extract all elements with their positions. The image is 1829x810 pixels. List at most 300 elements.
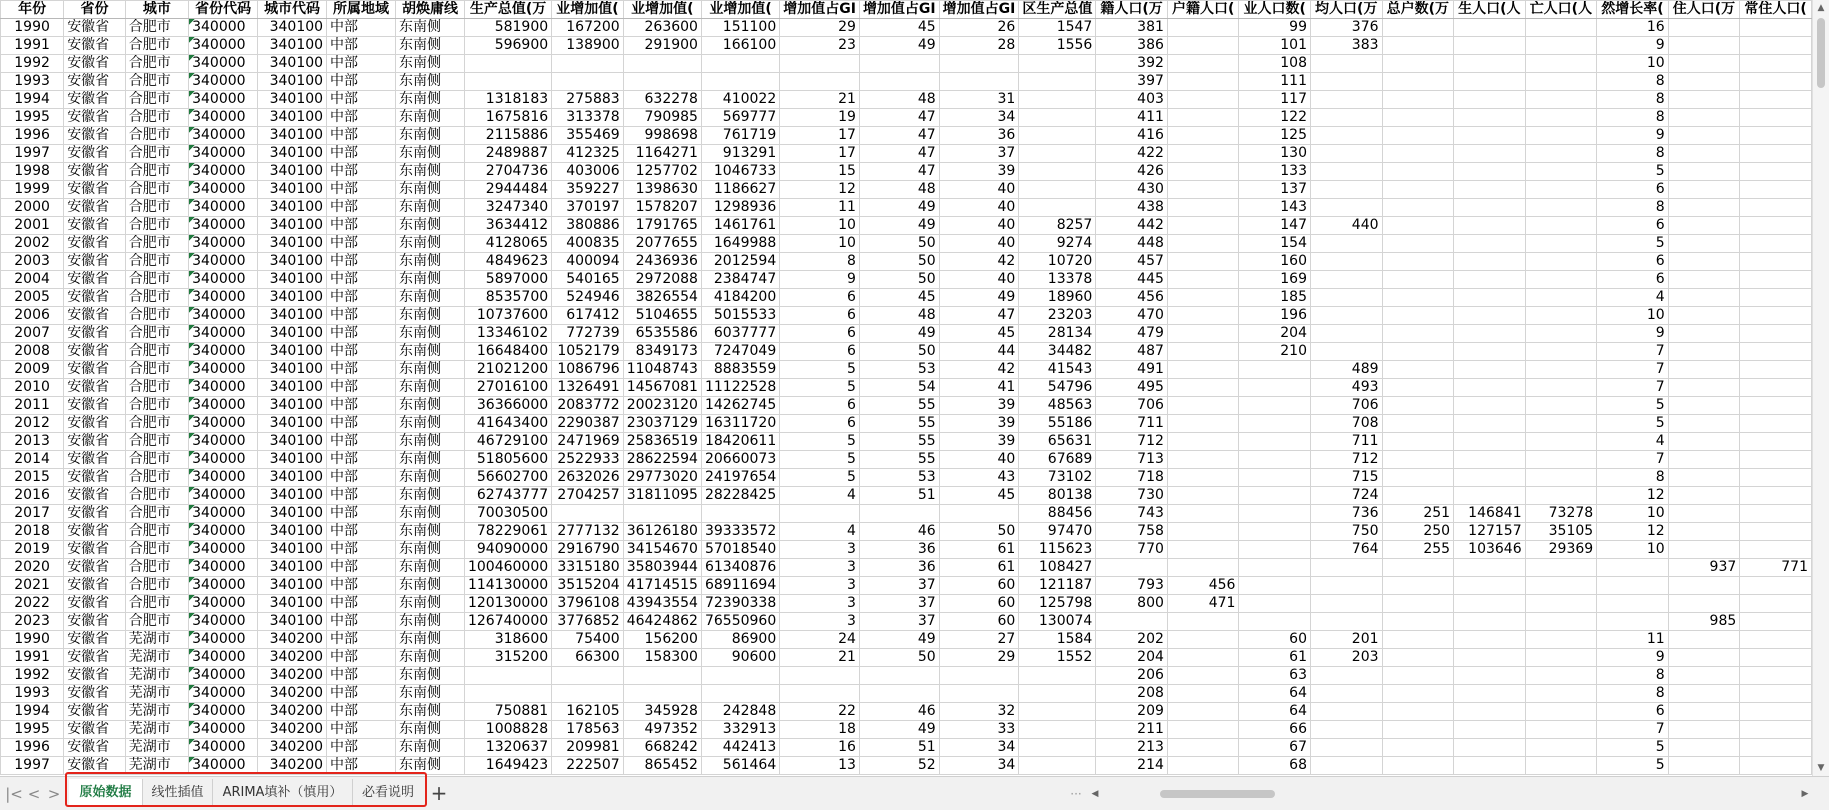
table-cell[interactable]: 3	[780, 541, 860, 559]
table-cell[interactable]: 49	[859, 325, 939, 343]
table-cell[interactable]	[1597, 577, 1669, 595]
table-cell[interactable]	[1167, 397, 1239, 415]
table-cell[interactable]: 569777	[701, 109, 779, 127]
table-cell[interactable]	[623, 73, 701, 91]
table-cell[interactable]	[1167, 325, 1239, 343]
table-cell[interactable]: 安徽省	[64, 397, 126, 415]
table-cell[interactable]: 442413	[701, 739, 779, 757]
table-cell[interactable]: 715	[1310, 469, 1382, 487]
table-cell[interactable]	[1668, 289, 1740, 307]
table-cell[interactable]	[1454, 667, 1526, 685]
table-cell[interactable]: 10	[1597, 55, 1669, 73]
table-cell[interactable]	[1668, 217, 1740, 235]
table-cell[interactable]: 64	[1239, 685, 1311, 703]
table-cell[interactable]: 63	[1239, 667, 1311, 685]
table-cell[interactable]	[1668, 703, 1740, 721]
table-cell[interactable]: 718	[1096, 469, 1168, 487]
table-cell[interactable]	[1668, 109, 1740, 127]
table-cell[interactable]	[1454, 451, 1526, 469]
table-cell[interactable]	[1167, 289, 1239, 307]
table-cell[interactable]: 11048743	[623, 361, 701, 379]
table-cell[interactable]	[623, 55, 701, 73]
table-cell[interactable]: 中部	[327, 325, 396, 343]
table-cell[interactable]	[1167, 91, 1239, 109]
table-cell[interactable]: 2020	[1, 559, 64, 577]
table-cell[interactable]: 412325	[552, 145, 624, 163]
table-cell[interactable]	[1167, 217, 1239, 235]
table-cell[interactable]: 中部	[327, 55, 396, 73]
table-cell[interactable]: 47	[859, 163, 939, 181]
table-cell[interactable]	[1019, 181, 1096, 199]
table-cell[interactable]	[1167, 667, 1239, 685]
table-cell[interactable]: 安徽省	[64, 739, 126, 757]
table-cell[interactable]	[1167, 361, 1239, 379]
table-cell[interactable]: 56602700	[464, 469, 551, 487]
table-cell[interactable]: 146841	[1454, 505, 1526, 523]
table-cell[interactable]: 45	[939, 487, 1019, 505]
table-cell[interactable]	[1019, 685, 1096, 703]
table-cell[interactable]: 2777132	[552, 523, 624, 541]
table-cell[interactable]: 安徽省	[64, 343, 126, 361]
table-cell[interactable]	[1167, 469, 1239, 487]
table-cell[interactable]: 东南侧	[396, 361, 465, 379]
table-cell[interactable]: 2004	[1, 271, 64, 289]
table-cell[interactable]: 771	[1740, 559, 1812, 577]
table-cell[interactable]: 340100	[258, 487, 327, 505]
table-cell[interactable]: 芜湖市	[125, 631, 188, 649]
table-cell[interactable]: 73102	[1019, 469, 1096, 487]
table-cell[interactable]: 160	[1239, 253, 1311, 271]
table-cell[interactable]: 50	[859, 271, 939, 289]
table-cell[interactable]: 497352	[623, 721, 701, 739]
table-cell[interactable]: 706	[1310, 397, 1382, 415]
table-cell[interactable]: 安徽省	[64, 19, 126, 37]
table-cell[interactable]: 5897000	[464, 271, 551, 289]
table-cell[interactable]: 东南侧	[396, 577, 465, 595]
table-cell[interactable]: 315200	[464, 649, 551, 667]
table-cell[interactable]: 143	[1239, 199, 1311, 217]
table-cell[interactable]: 34	[939, 739, 1019, 757]
table-cell[interactable]	[1668, 739, 1740, 757]
table-cell[interactable]: 340100	[258, 109, 327, 127]
table-cell[interactable]	[859, 685, 939, 703]
table-cell[interactable]	[1310, 721, 1382, 739]
table-cell[interactable]: 151100	[701, 19, 779, 37]
table-cell[interactable]: 487	[1096, 343, 1168, 361]
table-cell[interactable]: 14567081	[623, 379, 701, 397]
table-cell[interactable]: 456	[1167, 577, 1239, 595]
table-cell[interactable]: 1578207	[623, 199, 701, 217]
table-cell[interactable]: 712	[1310, 451, 1382, 469]
table-cell[interactable]	[1525, 19, 1597, 37]
table-cell[interactable]: 合肥市	[125, 271, 188, 289]
table-cell[interactable]	[1525, 127, 1597, 145]
table-cell[interactable]: 2016	[1, 487, 64, 505]
table-cell[interactable]: 中部	[327, 433, 396, 451]
horizontal-scroll-thumb[interactable]	[1160, 790, 1275, 798]
table-cell[interactable]	[1382, 235, 1454, 253]
table-cell[interactable]: 3247340	[464, 199, 551, 217]
table-cell[interactable]: 250	[1382, 523, 1454, 541]
table-cell[interactable]	[1382, 37, 1454, 55]
table-cell[interactable]	[1525, 343, 1597, 361]
table-cell[interactable]	[701, 55, 779, 73]
table-cell[interactable]: 340000	[189, 415, 258, 433]
table-cell[interactable]: 204	[1096, 649, 1168, 667]
table-cell[interactable]	[1740, 523, 1812, 541]
table-cell[interactable]: 2001	[1, 217, 64, 235]
table-cell[interactable]: 39	[939, 433, 1019, 451]
table-cell[interactable]: 24197654	[701, 469, 779, 487]
table-cell[interactable]: 340000	[189, 127, 258, 145]
table-cell[interactable]	[1310, 739, 1382, 757]
table-cell[interactable]	[1382, 307, 1454, 325]
scroll-down-icon[interactable]: ▼	[1817, 763, 1825, 773]
table-cell[interactable]: 162105	[552, 703, 624, 721]
table-cell[interactable]	[1454, 307, 1526, 325]
table-cell[interactable]: 东南侧	[396, 685, 465, 703]
table-cell[interactable]: 7	[1597, 361, 1669, 379]
table-cell[interactable]	[1525, 37, 1597, 55]
table-cell[interactable]: 10737600	[464, 307, 551, 325]
table-cell[interactable]: 中部	[327, 721, 396, 739]
table-cell[interactable]: 8	[1597, 199, 1669, 217]
table-cell[interactable]: 340100	[258, 379, 327, 397]
table-cell[interactable]: 16	[780, 739, 860, 757]
table-cell[interactable]: 3634412	[464, 217, 551, 235]
table-cell[interactable]	[1382, 451, 1454, 469]
table-cell[interactable]: 11	[780, 199, 860, 217]
table-cell[interactable]	[1525, 469, 1597, 487]
table-cell[interactable]: 5	[780, 451, 860, 469]
table-cell[interactable]: 1552	[1019, 649, 1096, 667]
table-cell[interactable]: 1998	[1, 163, 64, 181]
table-cell[interactable]: 125798	[1019, 595, 1096, 613]
table-cell[interactable]	[1740, 109, 1812, 127]
table-cell[interactable]	[1382, 361, 1454, 379]
table-cell[interactable]: 17	[780, 127, 860, 145]
table-cell[interactable]	[1310, 163, 1382, 181]
table-cell[interactable]: 60	[939, 595, 1019, 613]
table-cell[interactable]	[1382, 613, 1454, 631]
table-cell[interactable]	[1740, 253, 1812, 271]
table-cell[interactable]	[1382, 73, 1454, 91]
table-cell[interactable]	[1310, 685, 1382, 703]
table-cell[interactable]: 204	[1239, 325, 1311, 343]
table-cell[interactable]	[1310, 235, 1382, 253]
table-cell[interactable]: 750	[1310, 523, 1382, 541]
table-cell[interactable]: 126740000	[464, 613, 551, 631]
table-cell[interactable]	[1454, 37, 1526, 55]
table-cell[interactable]: 772739	[552, 325, 624, 343]
table-cell[interactable]: 28134	[1019, 325, 1096, 343]
table-cell[interactable]: 340000	[189, 91, 258, 109]
table-cell[interactable]: 2011	[1, 397, 64, 415]
table-cell[interactable]: 167200	[552, 19, 624, 37]
table-cell[interactable]: 东南侧	[396, 37, 465, 55]
table-cell[interactable]	[1525, 289, 1597, 307]
table-cell[interactable]: 东南侧	[396, 397, 465, 415]
table-cell[interactable]	[1382, 217, 1454, 235]
table-cell[interactable]: 34	[939, 109, 1019, 127]
table-cell[interactable]: 2000	[1, 199, 64, 217]
table-cell[interactable]: 23203	[1019, 307, 1096, 325]
table-cell[interactable]: 68911694	[701, 577, 779, 595]
table-cell[interactable]	[1454, 181, 1526, 199]
table-cell[interactable]	[1597, 559, 1669, 577]
table-cell[interactable]	[1740, 739, 1812, 757]
table-cell[interactable]: 28	[939, 37, 1019, 55]
table-cell[interactable]: 东南侧	[396, 73, 465, 91]
table-cell[interactable]: 10	[780, 235, 860, 253]
table-cell[interactable]: 60	[939, 577, 1019, 595]
table-cell[interactable]: 55	[859, 415, 939, 433]
column-header[interactable]: 省份	[64, 1, 126, 19]
table-cell[interactable]: 9274	[1019, 235, 1096, 253]
table-cell[interactable]: 27	[939, 631, 1019, 649]
table-cell[interactable]: 安徽省	[64, 163, 126, 181]
table-cell[interactable]: 22	[780, 703, 860, 721]
table-cell[interactable]	[1382, 109, 1454, 127]
table-cell[interactable]: 255	[1382, 541, 1454, 559]
table-cell[interactable]: 12	[780, 181, 860, 199]
prev-sheet-icon[interactable]: <	[27, 785, 41, 803]
table-cell[interactable]: 78229061	[464, 523, 551, 541]
table-cell[interactable]	[939, 685, 1019, 703]
table-cell[interactable]	[1310, 199, 1382, 217]
table-cell[interactable]	[1525, 667, 1597, 685]
table-cell[interactable]: 28228425	[701, 487, 779, 505]
table-cell[interactable]: 安徽省	[64, 451, 126, 469]
table-cell[interactable]: 2077655	[623, 235, 701, 253]
table-cell[interactable]	[1668, 199, 1740, 217]
table-cell[interactable]	[1019, 721, 1096, 739]
table-cell[interactable]: 48	[859, 91, 939, 109]
table-cell[interactable]	[1239, 559, 1311, 577]
table-cell[interactable]: 397	[1096, 73, 1168, 91]
table-cell[interactable]: 50	[859, 235, 939, 253]
table-cell[interactable]: 340200	[258, 667, 327, 685]
table-cell[interactable]: 381	[1096, 19, 1168, 37]
table-cell[interactable]: 21	[780, 91, 860, 109]
table-cell[interactable]: 1461761	[701, 217, 779, 235]
table-cell[interactable]: 60	[939, 613, 1019, 631]
table-cell[interactable]: 108427	[1019, 559, 1096, 577]
table-cell[interactable]: 2489887	[464, 145, 551, 163]
table-cell[interactable]: 东南侧	[396, 217, 465, 235]
table-cell[interactable]: 209	[1096, 703, 1168, 721]
table-cell[interactable]: 340100	[258, 181, 327, 199]
table-cell[interactable]	[1740, 217, 1812, 235]
table-cell[interactable]: 36	[939, 127, 1019, 145]
table-cell[interactable]: 43943554	[623, 595, 701, 613]
table-cell[interactable]	[1454, 163, 1526, 181]
table-cell[interactable]	[1167, 685, 1239, 703]
table-cell[interactable]: 76550960	[701, 613, 779, 631]
table-cell[interactable]: 35105	[1525, 523, 1597, 541]
table-cell[interactable]	[1382, 559, 1454, 577]
table-cell[interactable]: 11	[1597, 631, 1669, 649]
table-cell[interactable]: 35803944	[623, 559, 701, 577]
table-cell[interactable]	[1740, 325, 1812, 343]
table-cell[interactable]: 安徽省	[64, 379, 126, 397]
table-cell[interactable]: 东南侧	[396, 379, 465, 397]
table-cell[interactable]	[1239, 469, 1311, 487]
table-cell[interactable]: 5015533	[701, 307, 779, 325]
table-cell[interactable]: 中部	[327, 649, 396, 667]
table-cell[interactable]: 937	[1668, 559, 1740, 577]
column-header[interactable]: 增加值占GI	[859, 1, 939, 19]
table-cell[interactable]	[1167, 343, 1239, 361]
table-cell[interactable]: 东南侧	[396, 199, 465, 217]
table-cell[interactable]	[1454, 595, 1526, 613]
table-cell[interactable]: 130074	[1019, 613, 1096, 631]
table-cell[interactable]	[1167, 703, 1239, 721]
table-cell[interactable]: 376	[1310, 19, 1382, 37]
table-cell[interactable]: 中部	[327, 667, 396, 685]
table-cell[interactable]: 211	[1096, 721, 1168, 739]
table-cell[interactable]: 安徽省	[64, 523, 126, 541]
table-cell[interactable]	[1668, 37, 1740, 55]
table-cell[interactable]: 340100	[258, 541, 327, 559]
table-cell[interactable]: 61	[1239, 649, 1311, 667]
table-cell[interactable]	[1525, 559, 1597, 577]
table-cell[interactable]: 合肥市	[125, 595, 188, 613]
table-cell[interactable]: 安徽省	[64, 649, 126, 667]
table-cell[interactable]: 东南侧	[396, 631, 465, 649]
table-cell[interactable]	[1382, 739, 1454, 757]
table-cell[interactable]: 251	[1382, 505, 1454, 523]
table-cell[interactable]: 37	[859, 595, 939, 613]
table-cell[interactable]: 41714515	[623, 577, 701, 595]
table-cell[interactable]	[1382, 19, 1454, 37]
scroll-right-icon[interactable]: ▶	[1801, 789, 1809, 799]
column-header[interactable]: 户籍人口(	[1167, 1, 1239, 19]
table-cell[interactable]: 340000	[189, 271, 258, 289]
table-cell[interactable]: 448	[1096, 235, 1168, 253]
table-cell[interactable]	[1740, 433, 1812, 451]
table-cell[interactable]	[1454, 397, 1526, 415]
table-cell[interactable]: 668242	[623, 739, 701, 757]
table-cell[interactable]: 340000	[189, 523, 258, 541]
table-cell[interactable]: 524946	[552, 289, 624, 307]
table-cell[interactable]: 5	[1597, 163, 1669, 181]
table-cell[interactable]: 9	[1597, 325, 1669, 343]
table-cell[interactable]: 5	[1597, 739, 1669, 757]
table-cell[interactable]	[1525, 613, 1597, 631]
table-cell[interactable]: 27016100	[464, 379, 551, 397]
table-cell[interactable]: 440	[1310, 217, 1382, 235]
table-cell[interactable]	[1525, 163, 1597, 181]
table-cell[interactable]: 合肥市	[125, 163, 188, 181]
table-cell[interactable]	[1668, 577, 1740, 595]
table-cell[interactable]	[1167, 73, 1239, 91]
table-cell[interactable]: 34482	[1019, 343, 1096, 361]
table-cell[interactable]	[939, 667, 1019, 685]
table-cell[interactable]: 340100	[258, 595, 327, 613]
table-cell[interactable]	[1167, 739, 1239, 757]
table-cell[interactable]: 108	[1239, 55, 1311, 73]
table-cell[interactable]: 2972088	[623, 271, 701, 289]
table-cell[interactable]	[1525, 253, 1597, 271]
table-cell[interactable]: 985	[1668, 613, 1740, 631]
table-cell[interactable]: 安徽省	[64, 127, 126, 145]
table-cell[interactable]	[1454, 703, 1526, 721]
table-cell[interactable]	[1668, 541, 1740, 559]
table-cell[interactable]	[1454, 145, 1526, 163]
table-cell[interactable]	[1382, 667, 1454, 685]
column-header[interactable]: 常住人口(	[1740, 1, 1812, 19]
table-cell[interactable]: 793	[1096, 577, 1168, 595]
table-cell[interactable]: 340100	[258, 361, 327, 379]
table-cell[interactable]	[1382, 181, 1454, 199]
table-cell[interactable]	[1019, 145, 1096, 163]
table-cell[interactable]	[780, 505, 860, 523]
table-cell[interactable]: 1990	[1, 19, 64, 37]
table-cell[interactable]: 2017	[1, 505, 64, 523]
table-cell[interactable]: 1298936	[701, 199, 779, 217]
table-cell[interactable]: 711	[1096, 415, 1168, 433]
table-cell[interactable]: 8349173	[623, 343, 701, 361]
table-cell[interactable]: 中部	[327, 469, 396, 487]
table-cell[interactable]	[1382, 415, 1454, 433]
table-cell[interactable]	[1454, 757, 1526, 775]
table-cell[interactable]: 20023120	[623, 397, 701, 415]
table-cell[interactable]: 中部	[327, 253, 396, 271]
table-cell[interactable]	[1167, 379, 1239, 397]
table-cell[interactable]: 合肥市	[125, 433, 188, 451]
table-cell[interactable]	[1740, 541, 1812, 559]
column-header[interactable]: 省份代码	[189, 1, 258, 19]
table-cell[interactable]: 340000	[189, 145, 258, 163]
table-cell[interactable]	[1167, 307, 1239, 325]
table-cell[interactable]: 4	[1597, 433, 1669, 451]
table-cell[interactable]: 1991	[1, 37, 64, 55]
tab-must-read[interactable]: 必看说明	[361, 785, 414, 800]
table-cell[interactable]: 61	[939, 541, 1019, 559]
table-cell[interactable]: 7	[1597, 343, 1669, 361]
table-cell[interactable]: 540165	[552, 271, 624, 289]
table-cell[interactable]: 安徽省	[64, 325, 126, 343]
table-cell[interactable]	[1525, 307, 1597, 325]
table-cell[interactable]	[1740, 379, 1812, 397]
table-cell[interactable]: 340100	[258, 397, 327, 415]
table-cell[interactable]: 340100	[258, 253, 327, 271]
table-cell[interactable]	[1668, 19, 1740, 37]
table-cell[interactable]: 芜湖市	[125, 685, 188, 703]
table-cell[interactable]: 203	[1310, 649, 1382, 667]
table-cell[interactable]: 158300	[623, 649, 701, 667]
table-cell[interactable]: 东南侧	[396, 451, 465, 469]
table-cell[interactable]	[1740, 163, 1812, 181]
table-cell[interactable]: 合肥市	[125, 487, 188, 505]
table-cell[interactable]: 8	[1597, 109, 1669, 127]
table-cell[interactable]	[1454, 199, 1526, 217]
table-cell[interactable]: 66300	[552, 649, 624, 667]
column-header[interactable]: 然增长率(	[1597, 1, 1669, 19]
table-cell[interactable]: 318600	[464, 631, 551, 649]
table-cell[interactable]: 49	[859, 631, 939, 649]
table-cell[interactable]	[1167, 613, 1239, 631]
table-cell[interactable]: 5	[780, 433, 860, 451]
table-cell[interactable]: 340000	[189, 163, 258, 181]
table-cell[interactable]: 340100	[258, 199, 327, 217]
table-cell[interactable]	[1668, 487, 1740, 505]
table-cell[interactable]: 43	[939, 469, 1019, 487]
table-cell[interactable]: 2436936	[623, 253, 701, 271]
table-cell[interactable]: 10720	[1019, 253, 1096, 271]
table-cell[interactable]: 340000	[189, 37, 258, 55]
